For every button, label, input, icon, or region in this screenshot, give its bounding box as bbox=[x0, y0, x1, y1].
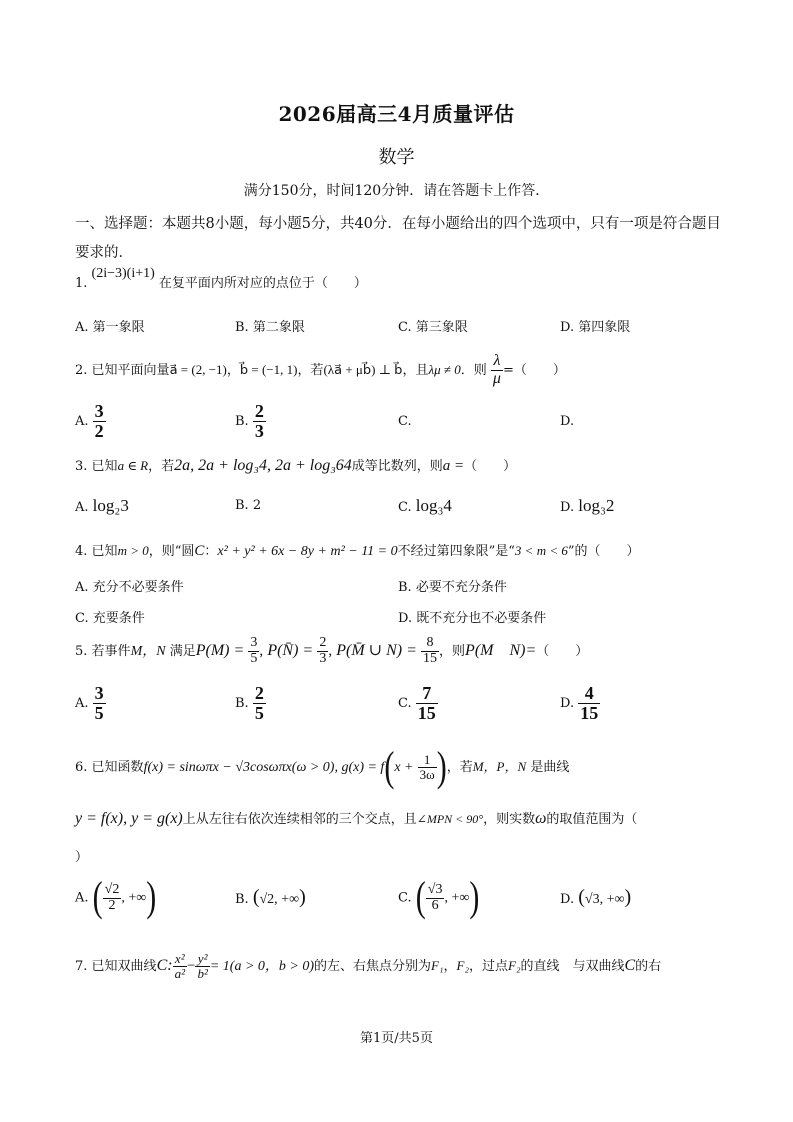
q5-option-d: D. $\frac{4}{15}$ bbox=[560, 683, 599, 723]
q2-text-4: ．则 bbox=[460, 363, 487, 378]
question-number: 5. bbox=[75, 644, 88, 659]
page-footer: 第1页/共5页 bbox=[360, 1031, 433, 1046]
q2-option-a: A. $\frac{3}{2}$ bbox=[75, 401, 104, 441]
q3-option-b: B. 2 bbox=[235, 498, 262, 513]
q6-option-d: D. (√3, +∞) bbox=[560, 886, 632, 908]
q7-text-1: 已知双曲线 bbox=[91, 959, 157, 974]
q6-omega: ω bbox=[535, 810, 547, 827]
question-6-line-2 bbox=[75, 808, 637, 828]
q1-text: 在复平面内所对应的点位于（ ） bbox=[158, 276, 367, 291]
question-7: 7. 已知双曲线C: $\frac{\text{x²}}{\text{a²}}$ − $\frac{\text{y²}}{\text{b²}}$ = 1(a > 0，b > 0)的左、右焦点分别为F₁，F₂，过点F₂的直线 与双曲线C的右 bbox=[75, 951, 662, 981]
q6-option-c: C. ( $\frac{√3}{6}$ , +∞) bbox=[398, 874, 480, 921]
q4-circle: C bbox=[194, 543, 205, 559]
q6-curves: y = f(x), y = g(x) bbox=[75, 810, 183, 827]
q6-function: f(x) = sinωπx − √3cosωπx(ω > 0), g(x) = f bbox=[143, 760, 385, 775]
q4-text-3: ： bbox=[204, 544, 218, 559]
q5-p1: P(M) = bbox=[195, 642, 245, 659]
q2-vector-a: a⃗ = (2, −1) bbox=[169, 362, 227, 377]
q3-text-2: ，若 bbox=[148, 459, 175, 474]
q5-option-b: B. $\frac{2}{5}$ bbox=[235, 683, 264, 723]
q5-p3: P(M̄ ∪ N) = bbox=[336, 642, 417, 659]
question-6: 6. 已知函数f(x) = sinωπx − √3cosωπx(ω > 0), g(x) = f(x + $\frac{1}{3\omega}$ )，若M，P，N 是曲线 bbox=[75, 743, 570, 790]
section-heading: 一、选择题：本题共8小题，每小题5分，共40分．在每小题给出的四个选项中，只有一项是符合题目要求的． bbox=[75, 216, 721, 261]
q4-option-c: C. 充要条件 bbox=[75, 611, 145, 626]
question-6-line-3: ） bbox=[75, 850, 89, 865]
question-5: 5. 若事件M，N 满足P(M) = $\frac{3}{5}$ , P(N̄) = $\frac{2}{3}$ , P(M̄ ∪ N) = $\frac{8}{15}$ ，则P(M N)=（ ） bbox=[75, 635, 589, 666]
page-title: 2026届高三4月质量评估 bbox=[278, 102, 515, 126]
q6-text-2: ，若 bbox=[446, 760, 473, 775]
q4-range: 3 < m < 6 bbox=[514, 543, 568, 558]
q5-option-a: A. $\frac{3}{5}$ bbox=[75, 683, 104, 723]
q5-p2: P(N̄) = bbox=[267, 642, 314, 659]
q7-text-5: 的右 bbox=[635, 959, 662, 974]
question-number: 6. bbox=[75, 760, 88, 775]
q7-condition: = 1(a > 0，b > 0) bbox=[209, 959, 315, 974]
q3-sequence: 2a, 2a + log₃4, 2a + log₃64 bbox=[174, 457, 352, 474]
question-number: 7. bbox=[75, 959, 88, 974]
q6-option-a: A. ( $\frac{√2}{2}$ , +∞) bbox=[75, 874, 157, 921]
q6-text-4: 上从左往右依次连续相邻的三个交点，且 bbox=[182, 812, 417, 827]
q2-text-2: ，若 bbox=[297, 363, 324, 378]
q7-f2: F₂ bbox=[456, 958, 469, 973]
q7-text-4: 的直线 与双曲线 bbox=[520, 959, 625, 974]
question-number: 2. bbox=[75, 363, 88, 378]
q4-text-2: ，则“圆 bbox=[148, 544, 195, 559]
q2-option-b: B. $\frac{2}{3}$ bbox=[235, 401, 264, 441]
q2-text-1: 已知平面向量 bbox=[91, 363, 170, 378]
q5-events: M，N bbox=[130, 644, 166, 659]
q3-ask: a = bbox=[442, 458, 465, 474]
q5-text-3: ，则 bbox=[439, 644, 466, 659]
q1-option-c: C. 第三象限 bbox=[398, 320, 468, 335]
q5-option-c: C. $\frac{7}{15}$ bbox=[398, 683, 436, 723]
q2-option-c: C. bbox=[398, 414, 412, 429]
q3-set: a ∈ R bbox=[117, 458, 149, 473]
q2-text-3: ，且 bbox=[402, 363, 429, 378]
q4-equation: x² + y² + 6x − 8y + m² − 11 = 0 bbox=[217, 544, 398, 559]
q4-text-1: 已知 bbox=[91, 544, 118, 559]
q6-points: M，P，N bbox=[472, 759, 527, 774]
q2-condition: (λa⃗ + μb⃗) ⊥ b⃗ bbox=[323, 362, 403, 377]
question-2: 2. 已知平面向量a⃗ = (2, −1)，b⃗ = (−1, 1)，若(λa⃗ + μb⃗) ⊥ b⃗，且λμ ≠ 0．则 $\frac{\lambda}{\mu}$ =（ ） bbox=[75, 352, 566, 387]
question-number: 1. bbox=[75, 276, 88, 291]
q6-text-5: ，则实数 bbox=[483, 812, 536, 827]
q6-option-b: B. (√2, +∞) bbox=[235, 886, 306, 908]
q4-text-4: 不经过第四象限”是“ bbox=[397, 544, 515, 559]
question-3 bbox=[75, 455, 516, 475]
question-number: 4. bbox=[75, 544, 88, 559]
q4-option-b: B. 必要不充分条件 bbox=[398, 580, 507, 595]
q2-vector-b: b⃗ = (−1, 1) bbox=[239, 362, 298, 377]
q3-option-d: D. log₃2 bbox=[560, 496, 615, 515]
q3-text-4: （ ） bbox=[464, 459, 517, 474]
q6-argument: x + bbox=[394, 760, 414, 775]
q1-expression: (2i−3)(i+1) bbox=[91, 266, 155, 281]
q3-text-1: 已知 bbox=[91, 459, 118, 474]
question-1 bbox=[75, 266, 367, 292]
q2-text-5: =（ ） bbox=[502, 363, 566, 378]
q6-text-6: 的取值范围为（ bbox=[546, 812, 638, 827]
q1-option-b: B. 第二象限 bbox=[235, 320, 305, 335]
q6-text-3: 是曲线 bbox=[530, 760, 570, 775]
q4-option-a: A. 充分不必要条件 bbox=[75, 580, 184, 595]
q1-option-d: D. 第四象限 bbox=[560, 320, 631, 335]
q7-text-3: ，过点 bbox=[468, 959, 508, 974]
q7-f1: F₁ bbox=[431, 958, 444, 973]
q3-option-c: C. log₃4 bbox=[398, 496, 452, 515]
exam-note: 满分150分，时间120分钟．请在答题卡上作答． bbox=[243, 183, 550, 199]
q7-curve: C: bbox=[156, 957, 173, 974]
question-number: 3. bbox=[75, 459, 88, 474]
q6-text-1: 已知函数 bbox=[91, 760, 144, 775]
q1-option-a: A. 第一象限 bbox=[75, 320, 145, 335]
q6-angle: ∠MPN < 90° bbox=[416, 812, 484, 826]
q7-text-2: 的左、右焦点分别为 bbox=[314, 959, 432, 974]
q5-text-2: 满足 bbox=[169, 644, 196, 659]
q2-condition-2: λμ ≠ 0 bbox=[428, 362, 461, 377]
q7-f2-point: F₂ bbox=[508, 958, 521, 973]
q5-text-1: 若事件 bbox=[91, 644, 131, 659]
q3-text-3: 成等比数列，则 bbox=[351, 459, 443, 474]
q7-curve-c: C bbox=[624, 957, 636, 974]
q4-option-d: D. 既不充分也不必要条件 bbox=[398, 611, 547, 626]
q4-text-5: ”的（ ） bbox=[567, 544, 640, 559]
subject-heading: 数学 bbox=[378, 147, 415, 168]
q4-m: m > 0 bbox=[117, 543, 149, 558]
q2-lambda-over-mu: $\frac{\lambda}{\mu}$ bbox=[492, 352, 501, 387]
q5-ask: P(M N)= bbox=[465, 642, 537, 659]
question-4 bbox=[75, 540, 640, 560]
q2-option-d: D. bbox=[560, 414, 575, 429]
q3-option-a: A. log₂3 bbox=[75, 496, 129, 515]
q5-text-4: （ ） bbox=[536, 644, 589, 659]
